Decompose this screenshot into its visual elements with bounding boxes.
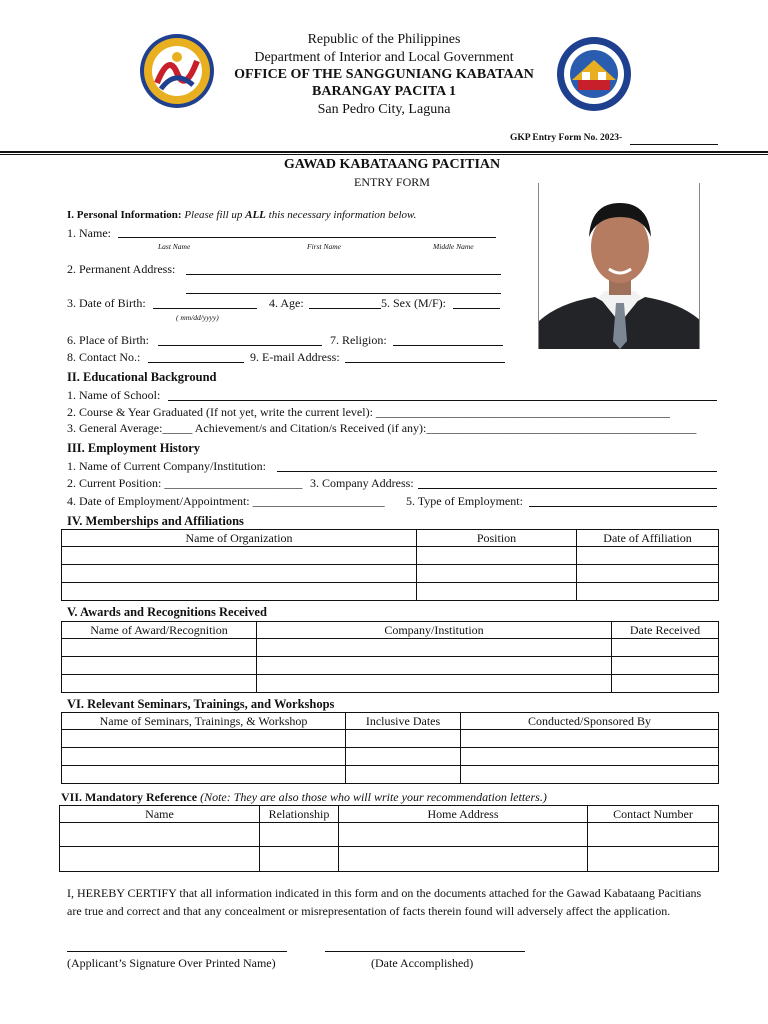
table-cell[interactable] bbox=[346, 748, 461, 766]
seminars-heading: VI. Relevant Seminars, Trainings, and Workshops bbox=[67, 697, 335, 711]
col-contact-number: Contact Number bbox=[588, 806, 719, 823]
col-organization: Name of Organization bbox=[62, 530, 417, 547]
table-cell[interactable] bbox=[461, 748, 719, 766]
table-cell[interactable] bbox=[577, 583, 719, 601]
table-cell[interactable] bbox=[417, 565, 577, 583]
table-cell[interactable] bbox=[346, 766, 461, 784]
address-label: 2. Permanent Address: bbox=[67, 262, 176, 276]
table-cell[interactable] bbox=[62, 565, 417, 583]
position-field[interactable]: _______________________ bbox=[164, 476, 303, 490]
table-cell[interactable] bbox=[62, 748, 346, 766]
table-cell[interactable] bbox=[62, 639, 257, 657]
company-address-label: 3. Company Address: bbox=[310, 476, 414, 490]
header-office: OFFICE OF THE SANGGUNIANG KABATAAN bbox=[234, 67, 534, 82]
table-cell[interactable] bbox=[257, 675, 612, 693]
religion-field[interactable] bbox=[393, 332, 503, 346]
sex-field[interactable] bbox=[453, 295, 500, 309]
contact-label: 8. Contact No.: bbox=[67, 350, 141, 364]
table-cell[interactable] bbox=[339, 847, 588, 872]
header-line2: Department of Interior and Local Government bbox=[254, 50, 514, 65]
name-label: 1. Name: bbox=[67, 226, 111, 240]
age-label: 4. Age: bbox=[269, 296, 304, 310]
header-rule bbox=[0, 151, 768, 155]
col-home-address: Home Address bbox=[339, 806, 588, 823]
header-line1: Republic of the Philippines bbox=[307, 32, 461, 47]
table-cell[interactable] bbox=[257, 657, 612, 675]
dob-field[interactable] bbox=[153, 295, 257, 309]
table-cell[interactable] bbox=[577, 547, 719, 565]
signature-field[interactable] bbox=[67, 938, 287, 952]
col-date-received: Date Received bbox=[612, 622, 719, 639]
employment-type-label: 5. Type of Employment: bbox=[406, 494, 523, 508]
table-cell[interactable] bbox=[461, 766, 719, 784]
table-cell[interactable] bbox=[417, 583, 577, 601]
table-cell[interactable] bbox=[60, 847, 260, 872]
table-cell[interactable] bbox=[612, 675, 719, 693]
achievements-field[interactable]: _____________________________________________ bbox=[426, 421, 697, 435]
applicant-photo bbox=[538, 183, 700, 349]
address-field[interactable] bbox=[186, 261, 501, 275]
table-cell[interactable] bbox=[577, 565, 719, 583]
table-cell[interactable] bbox=[62, 766, 346, 784]
dob-label: 3. Date of Birth: bbox=[67, 296, 146, 310]
school-label: 1. Name of School: bbox=[67, 388, 161, 402]
religion-label: 7. Religion: bbox=[330, 333, 387, 347]
memberships-table bbox=[61, 529, 719, 601]
table-cell[interactable] bbox=[62, 657, 257, 675]
col-inclusive-dates: Inclusive Dates bbox=[346, 713, 461, 730]
seminars-table bbox=[61, 712, 719, 784]
date-accomplished-label: (Date Accomplished) bbox=[371, 956, 474, 970]
table-cell[interactable] bbox=[62, 675, 257, 693]
employment-heading: III. Employment History bbox=[67, 441, 200, 455]
sex-label: 5. Sex (M/F): bbox=[381, 296, 447, 310]
table-cell[interactable] bbox=[461, 730, 719, 748]
reference-heading: VII. Mandatory Reference (Note: They are also those who will write your recommendation letters.) bbox=[61, 790, 547, 804]
pob-field[interactable] bbox=[158, 332, 322, 346]
reference-table bbox=[59, 805, 719, 872]
certification-text: I, HEREBY CERTIFY that all information indicated in this form and on the documents attached for the Gawad Kabataang Pacitians are true and correct and that any concealment or misrepresentation of facts therein found will adversely affect the application. bbox=[67, 886, 702, 918]
signature-label: (Applicant’s Signature Over Printed Name) bbox=[67, 956, 276, 970]
pob-label: 6. Place of Birth: bbox=[67, 333, 149, 347]
reference-note: (Note: They are also those who will write your recommendation letters.) bbox=[200, 790, 547, 804]
average-row: 3. General Average:_____ Achievement/s and Citation/s Received (if any):_____________________________________________ bbox=[67, 421, 697, 435]
position-row: 2. Current Position: _______________________ bbox=[67, 476, 303, 490]
memberships-heading: IV. Memberships and Affiliations bbox=[67, 514, 244, 528]
average-field[interactable]: _____ bbox=[162, 421, 193, 435]
employment-date-row: 4. Date of Employment/Appointment: ______________________ bbox=[67, 494, 385, 508]
last-name-hint: Last Name bbox=[158, 242, 191, 251]
address-field-line2[interactable] bbox=[186, 280, 501, 294]
employment-date-field[interactable]: ______________________ bbox=[252, 494, 385, 508]
header-city: San Pedro City, Laguna bbox=[317, 102, 451, 117]
table-cell[interactable] bbox=[62, 730, 346, 748]
col-seminar-name: Name of Seminars, Trainings, & Workshop bbox=[62, 713, 346, 730]
email-field[interactable] bbox=[345, 349, 505, 363]
header-barangay: BARANGAY PACITA 1 bbox=[312, 84, 456, 99]
contact-field[interactable] bbox=[148, 349, 244, 363]
date-accomplished-field[interactable] bbox=[325, 938, 525, 952]
table-cell[interactable] bbox=[260, 823, 339, 847]
personal-heading: I. Personal Information: Please fill up ALL this necessary information below. bbox=[67, 209, 417, 221]
col-relationship: Relationship bbox=[260, 806, 339, 823]
table-cell[interactable] bbox=[339, 823, 588, 847]
course-label: 2. Course & Year Graduated (If not yet, write the current level): _________________________________________________ bbox=[67, 405, 670, 419]
entry-no-field[interactable] bbox=[630, 131, 718, 145]
table-cell[interactable] bbox=[260, 847, 339, 872]
col-award: Name of Award/Recognition bbox=[62, 622, 257, 639]
dob-hint: ( mm/dd/yyyy) bbox=[176, 313, 219, 322]
table-cell[interactable] bbox=[612, 657, 719, 675]
awards-table bbox=[61, 621, 719, 693]
table-cell[interactable] bbox=[257, 639, 612, 657]
school-field[interactable] bbox=[168, 387, 717, 401]
col-position: Position bbox=[417, 530, 577, 547]
awards-heading: V. Awards and Recognitions Received bbox=[67, 605, 267, 619]
col-conducted-by: Conducted/Sponsored By bbox=[461, 713, 719, 730]
table-cell[interactable] bbox=[612, 639, 719, 657]
email-label: 9. E-mail Address: bbox=[250, 350, 340, 364]
company-field[interactable] bbox=[277, 458, 717, 472]
first-name-hint: First Name bbox=[307, 242, 341, 251]
table-cell[interactable] bbox=[62, 547, 417, 565]
table-cell[interactable] bbox=[346, 730, 461, 748]
form-title: GAWAD KABATAANG PACITIAN bbox=[283, 157, 501, 172]
col-institution: Company/Institution bbox=[257, 622, 612, 639]
age-field[interactable] bbox=[309, 295, 381, 309]
name-field[interactable] bbox=[118, 224, 496, 238]
education-heading: II. Educational Background bbox=[67, 370, 217, 384]
entry-no-label: GKP Entry Form No. 2023- bbox=[510, 133, 623, 143]
table-cell[interactable] bbox=[60, 823, 260, 847]
table-cell[interactable] bbox=[588, 847, 719, 872]
employment-type-field[interactable] bbox=[529, 493, 717, 507]
table-cell[interactable] bbox=[417, 547, 577, 565]
middle-name-hint: Middle Name bbox=[433, 242, 474, 251]
table-cell[interactable] bbox=[588, 823, 719, 847]
company-label: 1. Name of Current Company/Institution: bbox=[67, 459, 266, 473]
company-address-field[interactable] bbox=[418, 475, 717, 489]
form-subtitle: ENTRY FORM bbox=[354, 175, 430, 189]
table-cell[interactable] bbox=[62, 583, 417, 601]
course-field[interactable]: _________________________________________________ bbox=[375, 405, 670, 419]
col-ref-name: Name bbox=[60, 806, 260, 823]
col-date-affiliation: Date of Affiliation bbox=[577, 530, 719, 547]
